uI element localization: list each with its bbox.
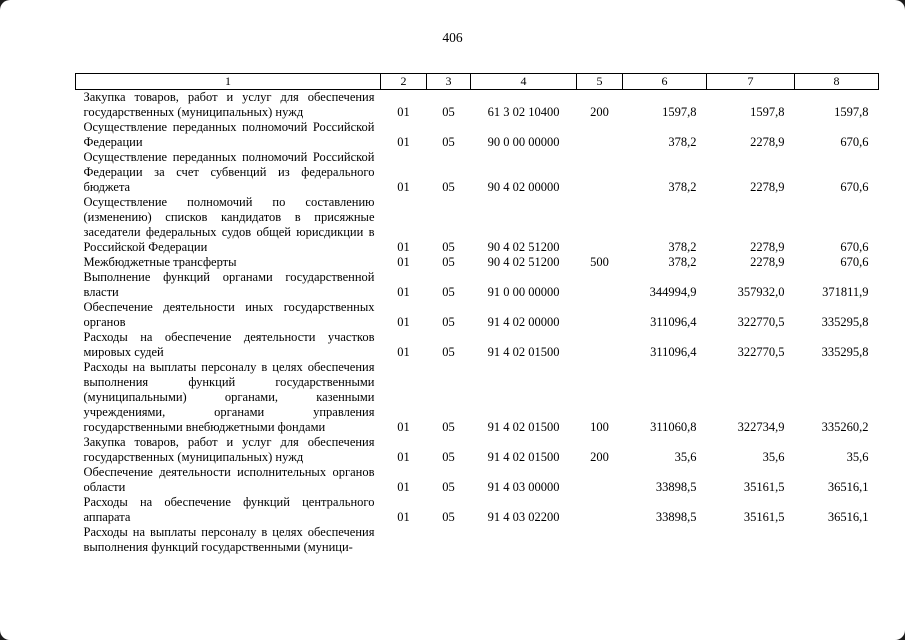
row-value-cell: 91 0 00 00000 — [487, 285, 560, 299]
row-value-cell: 378,2 — [668, 180, 697, 194]
table-body — [76, 90, 879, 556]
table-row — [76, 465, 879, 495]
row-value-cell — [623, 525, 707, 555]
row-value-cell: 36516,1 — [827, 480, 869, 494]
header-cell: 1 — [76, 74, 381, 90]
row-value-cell: 670,6 — [840, 240, 869, 254]
row-value-cell: 05 — [442, 345, 455, 359]
row-value-cell: 90 4 02 51200 — [487, 240, 560, 254]
row-value-cell: 35,6 — [846, 450, 869, 464]
row-value-cell — [577, 120, 623, 150]
row-value-cell: 05 — [442, 105, 455, 119]
row-value-cell — [427, 525, 471, 555]
row-value-cell: 200 — [590, 450, 609, 464]
row-value-cell — [577, 330, 623, 360]
row-label-cell: Расходы на выплаты персоналу в целях обеспечения выполнения функций государственными (муници- — [83, 525, 375, 554]
row-value-cell: 378,2 — [668, 240, 697, 254]
row-label-cell: Расходы на выплаты персоналу в целях обеспечения выполнения функций государственными (муниципальными) органами, казенными учреждениями, органами управления государственными внебюджетными фондами — [83, 360, 375, 434]
row-value-cell: 322770,5 — [737, 345, 785, 359]
row-value-cell: 335295,8 — [821, 315, 869, 329]
row-value-cell: 2278,9 — [750, 255, 785, 269]
row-value-cell: 200 — [590, 105, 609, 119]
row-value-cell — [577, 495, 623, 525]
row-value-cell: 01 — [397, 105, 410, 119]
row-value-cell: 05 — [442, 510, 455, 524]
page-number: 406 — [442, 30, 463, 45]
row-value-cell — [577, 525, 623, 555]
row-value-cell: 01 — [397, 180, 410, 194]
row-value-cell: 05 — [442, 450, 455, 464]
row-value-cell: 344994,9 — [649, 285, 697, 299]
row-value-cell: 90 4 02 00000 — [487, 180, 560, 194]
row-value-cell: 371811,9 — [822, 285, 869, 299]
row-value-cell: 01 — [397, 420, 410, 434]
row-value-cell: 322770,5 — [737, 315, 785, 329]
table-header-row — [76, 74, 879, 90]
row-value-cell: 01 — [397, 345, 410, 359]
row-value-cell: 311096,4 — [650, 345, 697, 359]
row-value-cell: 335295,8 — [821, 345, 869, 359]
header-cell: 5 — [577, 74, 623, 90]
row-value-cell: 91 4 03 02200 — [487, 510, 560, 524]
row-value-cell: 91 4 02 00000 — [487, 315, 560, 329]
row-value-cell: 05 — [442, 420, 455, 434]
row-label-cell: Обеспечение деятельности иных государственных органов — [83, 300, 375, 329]
header-cell: 2 — [381, 74, 427, 90]
row-value-cell — [795, 525, 879, 555]
row-value-cell: 05 — [442, 480, 455, 494]
row-label-cell: Расходы на обеспечение функций центрального аппарата — [83, 495, 375, 524]
row-value-cell: 01 — [397, 135, 410, 149]
header-cell: 6 — [623, 74, 707, 90]
table-row — [76, 90, 879, 121]
row-value-cell: 01 — [397, 255, 410, 269]
table-row — [76, 120, 879, 150]
row-value-cell: 2278,9 — [750, 240, 785, 254]
row-label-cell: Закупка товаров, работ и услуг для обеспечения государственных (муниципальных) нужд — [83, 435, 375, 464]
row-label-cell: Расходы на обеспечение деятельности участков мировых судей — [83, 330, 375, 359]
row-label-cell: Закупка товаров, работ и услуг для обеспечения государственных (муниципальных) нужд — [83, 90, 375, 119]
row-value-cell: 05 — [442, 135, 455, 149]
row-value-cell — [577, 270, 623, 300]
row-value-cell: 05 — [442, 180, 455, 194]
row-value-cell: 01 — [397, 285, 410, 299]
row-label-cell: Осуществление переданных полномочий Российской Федерации за счет субвенций из федерального бюджета — [83, 150, 375, 194]
row-value-cell: 1597,8 — [750, 105, 785, 119]
row-value-cell: 378,2 — [668, 135, 697, 149]
table-row — [76, 525, 879, 555]
row-value-cell: 91 4 02 01500 — [487, 420, 560, 434]
row-value-cell: 36516,1 — [827, 510, 869, 524]
row-value-cell: 01 — [397, 480, 410, 494]
table-row — [76, 150, 879, 195]
row-label-cell: Осуществление полномочий по составлению (изменению) списков кандидатов в присяжные заседатели федеральных судов общей юрисдикции в Российской Федерации — [83, 195, 375, 254]
row-value-cell: 61 3 02 10400 — [487, 105, 560, 119]
table-row — [76, 270, 879, 300]
row-value-cell: 05 — [442, 255, 455, 269]
row-value-cell: 322734,9 — [737, 420, 785, 434]
table-row — [76, 435, 879, 465]
row-value-cell: 05 — [442, 240, 455, 254]
header-cell: 3 — [427, 74, 471, 90]
row-value-cell: 91 4 02 01500 — [487, 450, 560, 464]
row-value-cell: 01 — [397, 240, 410, 254]
header-cell: 8 — [795, 74, 879, 90]
row-value-cell: 35,6 — [674, 450, 697, 464]
row-value-cell: 100 — [590, 420, 609, 434]
row-value-cell: 33898,5 — [655, 510, 697, 524]
row-value-cell: 2278,9 — [750, 135, 785, 149]
table-row — [76, 330, 879, 360]
header-cell: 7 — [707, 74, 795, 90]
table-row — [76, 360, 879, 435]
row-value-cell: 01 — [397, 510, 410, 524]
row-value-cell: 90 4 02 51200 — [487, 255, 560, 269]
row-value-cell: 01 — [397, 315, 410, 329]
row-value-cell: 90 0 00 00000 — [487, 135, 560, 149]
row-value-cell — [577, 465, 623, 495]
row-label-cell: Обеспечение деятельности исполнительных органов области — [83, 465, 375, 494]
row-value-cell: 35161,5 — [743, 510, 785, 524]
row-value-cell: 01 — [397, 450, 410, 464]
row-value-cell: 670,6 — [840, 180, 869, 194]
row-value-cell: 311060,8 — [650, 420, 697, 434]
row-value-cell: 91 4 03 00000 — [487, 480, 560, 494]
row-value-cell: 335260,2 — [821, 420, 869, 434]
row-value-cell: 91 4 02 01500 — [487, 345, 560, 359]
table-row — [76, 195, 879, 255]
table-row — [76, 300, 879, 330]
row-value-cell: 35161,5 — [743, 480, 785, 494]
row-value-cell: 670,6 — [840, 135, 869, 149]
row-label-cell: Осуществление переданных полномочий Российской Федерации — [83, 120, 375, 149]
row-value-cell: 378,2 — [668, 255, 697, 269]
header-cell: 4 — [471, 74, 577, 90]
row-value-cell: 1597,8 — [662, 105, 697, 119]
row-value-cell: 33898,5 — [655, 480, 697, 494]
row-label-cell: Межбюджетные трансферты — [83, 255, 237, 269]
row-value-cell — [577, 150, 623, 195]
row-value-cell: 1597,8 — [834, 105, 869, 119]
row-value-cell — [577, 300, 623, 330]
table-header — [76, 74, 879, 90]
row-value-cell: 05 — [442, 285, 455, 299]
row-value-cell: 35,6 — [762, 450, 785, 464]
table-row — [76, 495, 879, 525]
row-value-cell: 05 — [442, 315, 455, 329]
row-value-cell: 670,6 — [840, 255, 869, 269]
row-value-cell: 357932,0 — [737, 285, 785, 299]
row-value-cell: 311096,4 — [650, 315, 697, 329]
row-value-cell: 500 — [590, 255, 609, 269]
row-value-cell — [577, 195, 623, 255]
budget-table — [75, 73, 879, 555]
row-value-cell — [381, 525, 427, 555]
table-row — [76, 255, 879, 270]
row-label-cell: Выполнение функций органами государственной власти — [83, 270, 375, 299]
row-value-cell — [471, 525, 577, 555]
row-value-cell: 2278,9 — [750, 180, 785, 194]
row-value-cell — [707, 525, 795, 555]
